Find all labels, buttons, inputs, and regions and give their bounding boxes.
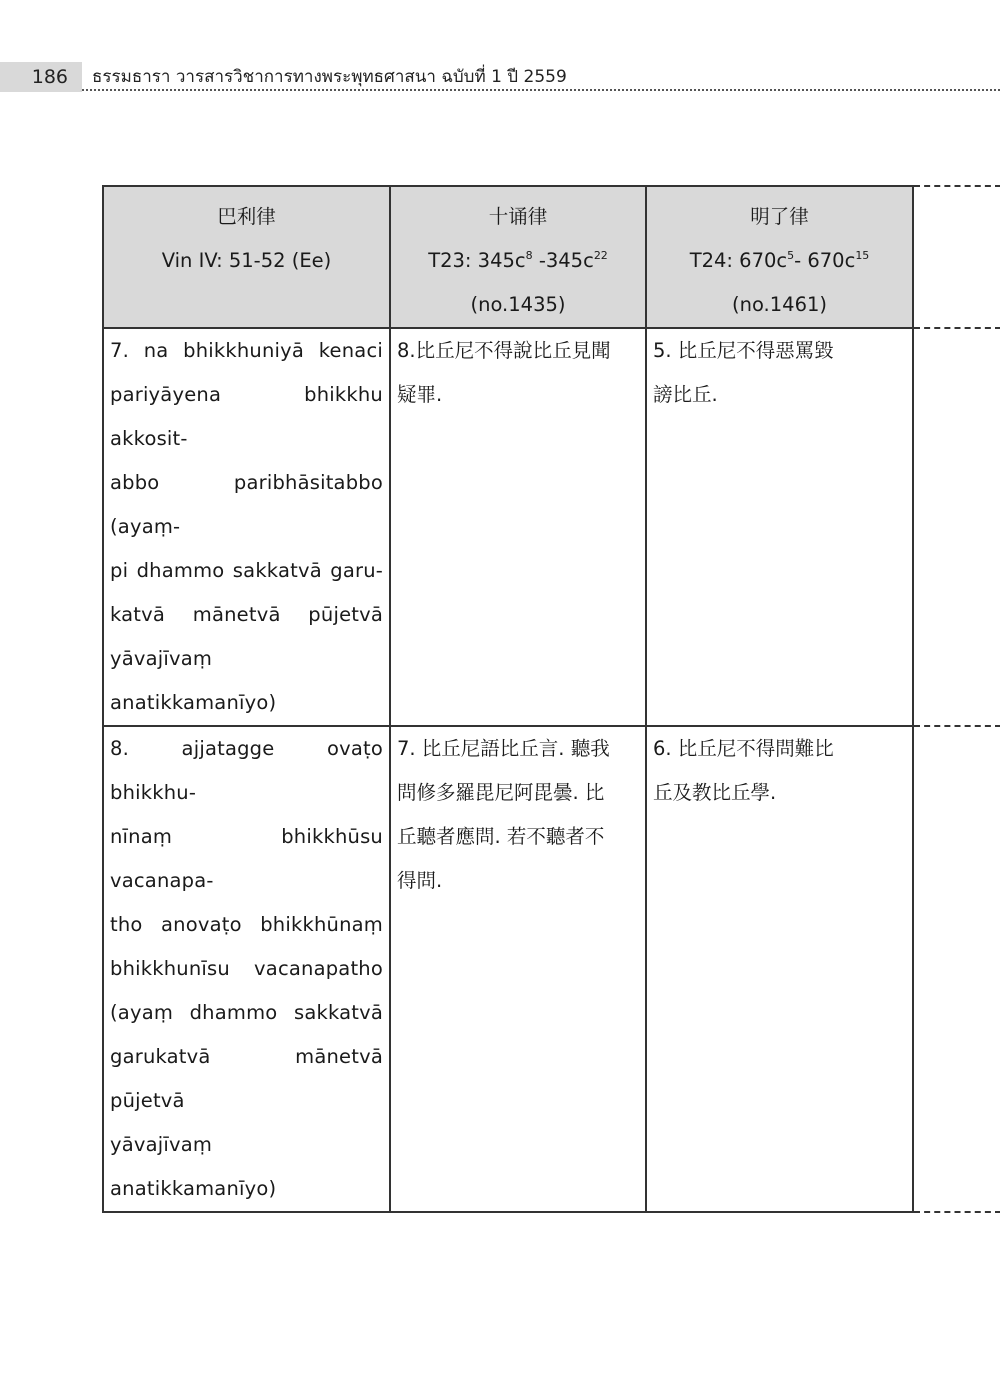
- column-title: 十诵律: [488, 205, 548, 228]
- cell-pali: 8. ajjatagge ovaṭo bhikkhu- nīnaṃ bhikkhūsu vacanapa- tho anovaṭo bhikkhūnaṃ bhikkhunīsu vacanapatho (ayaṃ dhammo sakkatvā garukatvā mānetvā pūjetvā yāvajīvaṃ anatikkamanīyo): [103, 726, 390, 1212]
- cell-mingliao: 5. 比丘尼不得惡罵毀 謗比丘.: [646, 328, 913, 726]
- column-number: [110, 283, 383, 327]
- column-number: (no.1435): [470, 293, 566, 316]
- cell-continued: [913, 328, 1000, 726]
- comparison-table: [102, 185, 1000, 1213]
- cell-mingliao: 6. 比丘尼不得問難比 丘及教比丘學.: [646, 726, 913, 1212]
- table-header-row: [103, 186, 1000, 328]
- cell-continued: [913, 726, 1000, 1212]
- column-header-pali: [103, 186, 390, 328]
- cell-sarvastivada: 8.比丘尼不得說比丘見聞 疑罪.: [390, 328, 646, 726]
- column-reference: Vin IV: 51-52 (Ee): [161, 249, 332, 272]
- column-reference: T24: $670c^5-$ $670c^{15}$: [689, 249, 870, 272]
- column-reference: T23: $345c^8$ $-345c^{22}$: [428, 249, 608, 272]
- column-header-continued: [913, 186, 1000, 328]
- column-title: 明了律: [750, 205, 809, 228]
- page-header: [0, 62, 1000, 92]
- table-row: [103, 328, 1000, 726]
- column-title: 巴利律: [217, 205, 276, 228]
- column-number: (no.1461): [732, 293, 827, 316]
- table-row: [103, 726, 1000, 1212]
- column-header-sarvastivada: [390, 186, 646, 328]
- header-dotted-rule: [82, 89, 1000, 91]
- cell-pali: 7. na bhikkhuniyā kenaci pariyāyena bhikkhu akkosit- abbo paribhāsitabbo (ayaṃ- pi dhammo sakkatvā garu- katvā mānetvā pūjetvā yāvajīvaṃ anatikkamanīyo): [103, 328, 390, 726]
- column-header-mingliao: [646, 186, 913, 328]
- page-number: 186: [0, 62, 82, 92]
- running-title: ธรรมธารา วารสารวิชาการทางพระพุทธศาสนา ฉบับที่ 1 ปี 2559: [92, 67, 567, 87]
- cell-sarvastivada: 7. 比丘尼語比丘言. 聽我 問修多羅毘尼阿毘曇. 比 丘聽者應問. 若不聽者不 得問.: [390, 726, 646, 1212]
